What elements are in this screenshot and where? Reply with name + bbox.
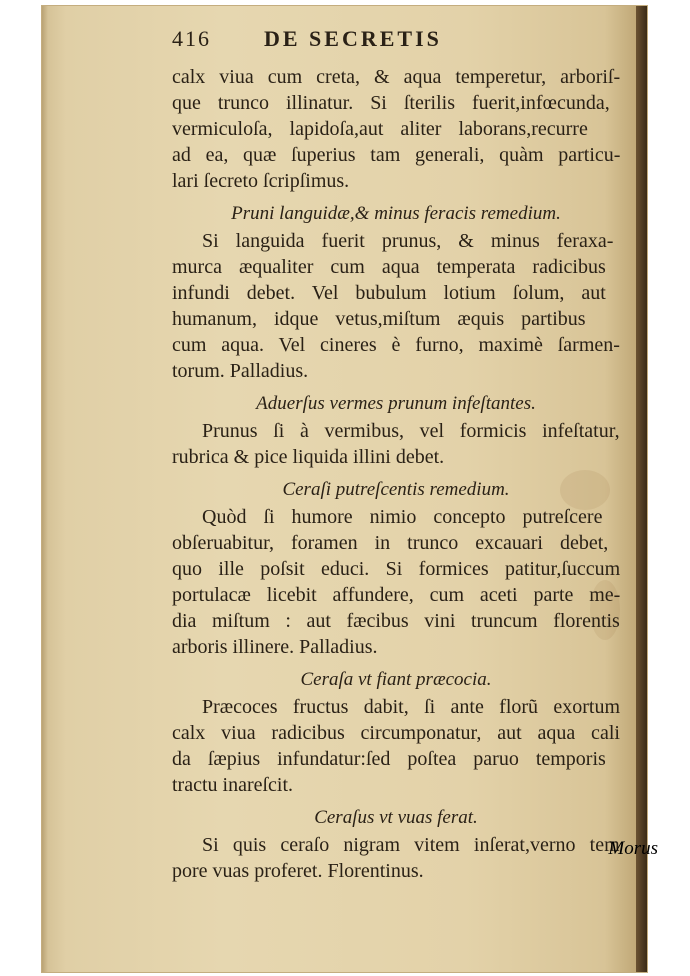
catchword: Morus — [608, 838, 658, 859]
text-line: pore vuas proferet. Florentinus. — [172, 860, 424, 882]
text-line: infundi debet. Vel bubulum lotium ſolum, aut — [172, 282, 606, 304]
text-line: Si quis ceraſo nigram vitem inſerat,verno tem — [202, 834, 620, 856]
text-line: rubrica & pice liquida illini debet. — [172, 446, 445, 468]
text-line: dia miſtum : aut fæcibus vini truncum florentis — [172, 610, 620, 632]
text-line: da ſæpius infundatur:ſed poſtea paruo temporis — [172, 748, 606, 770]
text-line: Præcoces fructus dabit, ſi ante florũ exortum — [202, 696, 621, 718]
section-heading: Pruni languidæ,& minus feracis remedium. — [231, 203, 561, 224]
text-line: vermiculoſa, lapidoſa,aut aliter laborans,recurre — [172, 118, 588, 140]
text-line: portulacæ licebit affundere, cum aceti parte me- — [172, 584, 621, 606]
text-line: que trunco illinatur. Si ſterilis fuerit,infœcunda, — [172, 92, 610, 114]
text-line: torum. Palladius. — [172, 360, 309, 382]
text-line: humanum, idque vetus,miſtum æquis partibus — [172, 308, 586, 330]
page-edge — [636, 6, 647, 972]
page-number: 416 — [172, 26, 211, 51]
text-line: Si languida fuerit prunus, & minus feraxa- — [202, 230, 614, 252]
text-line: Quòd ſi humore nimio concepto putreſcere — [202, 506, 603, 528]
text-line: arboris illinere. Palladius. — [172, 636, 378, 658]
text-line: cum aqua. Vel cineres è furno, maximè ſarmen- — [172, 334, 620, 356]
text-line: murca æqualiter cum aqua temperata radicibus — [172, 256, 606, 278]
text-line: calx viua cum creta, & aqua temperetur, arboriſ- — [172, 66, 621, 88]
running-head: DE SECRETIS — [264, 26, 442, 51]
section-heading: Ceraſus vt vuas ferat. — [314, 807, 478, 828]
text-line: tractu inareſcit. — [172, 774, 294, 796]
page-gutter-shadow — [42, 6, 48, 972]
text-line: Prunus ſi à vermibus, vel formicis infeſtatur, — [202, 420, 620, 442]
text-line: lari ſecreto ſcripſimus. — [172, 170, 350, 192]
text-line: quo ille poſsit educi. Si formices patitur,ſuccum — [172, 558, 621, 580]
text-line: calx viua radicibus circumponatur, aut aqua cali — [172, 722, 620, 744]
section-heading: Aduerſus vermes prunum infeſtantes. — [256, 393, 536, 414]
section-heading: Ceraſi putreſcentis remedium. — [282, 479, 510, 500]
section-heading: Ceraſa vt fiant præcocia. — [300, 669, 492, 690]
body-text — [172, 64, 620, 884]
text-line: obſeruabitur, foramen in trunco excauari debet, — [172, 532, 609, 554]
page-header — [172, 26, 620, 64]
text-line: ad ea, quæ ſuperius tam generali, quàm particu- — [172, 144, 621, 166]
page-text — [172, 26, 620, 884]
